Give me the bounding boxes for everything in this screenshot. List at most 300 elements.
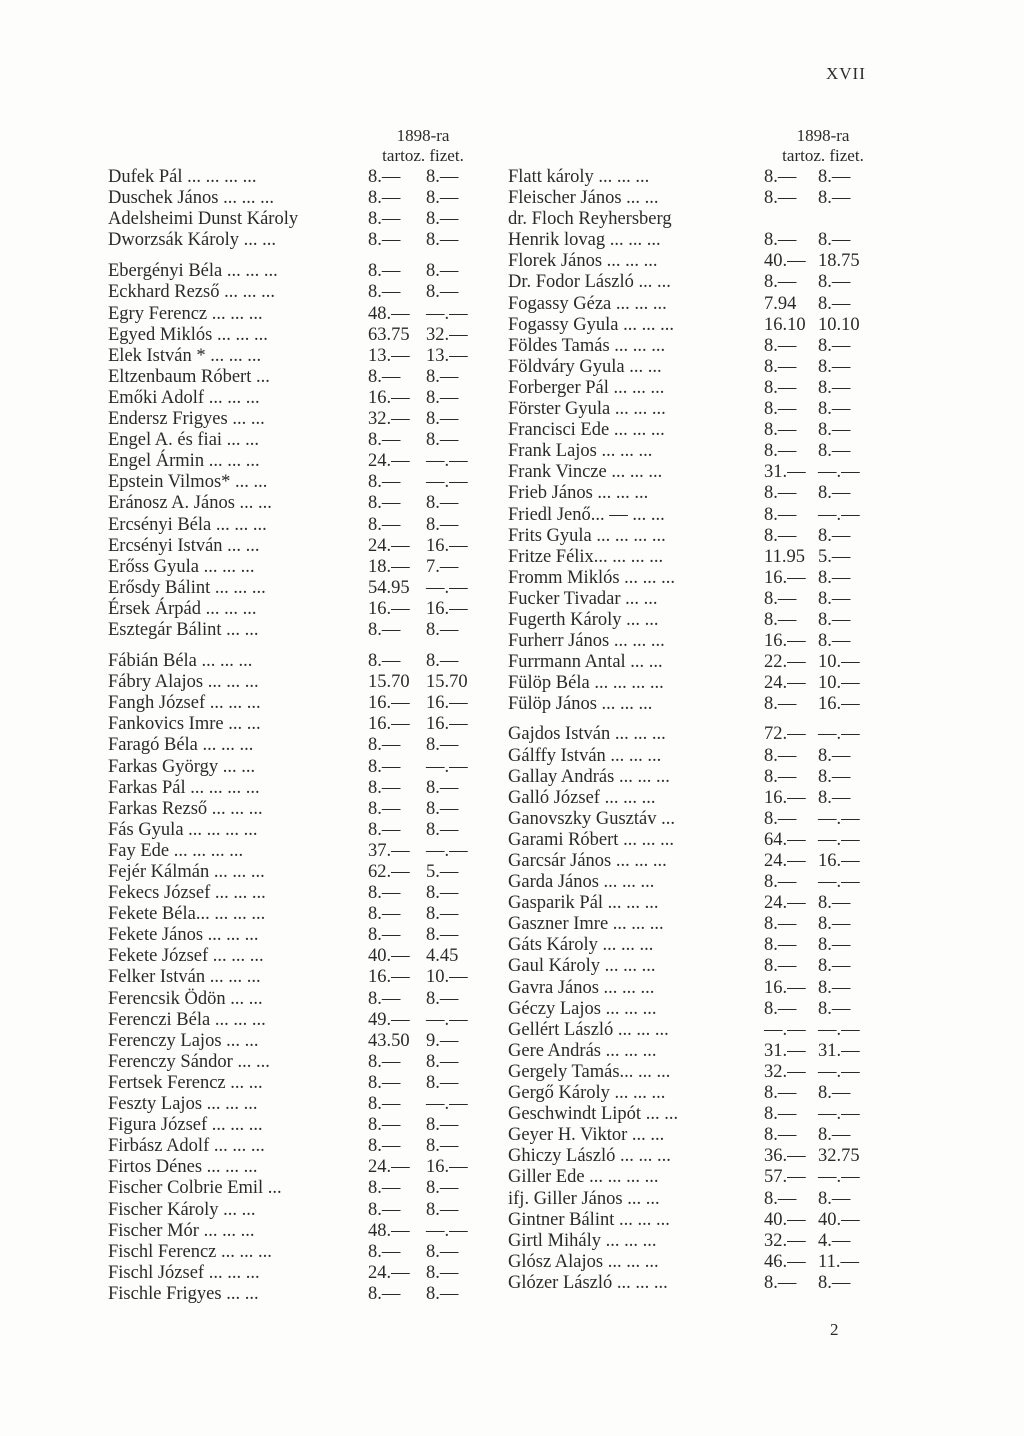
list-item (108, 862, 480, 883)
amount-due: 36.— (764, 1146, 806, 1167)
amount-due: 16.— (368, 693, 410, 714)
amount-paid: 8.— (818, 631, 851, 652)
list-item (108, 820, 480, 841)
amount-paid: 8.— (818, 977, 851, 998)
amount-due: 8.— (764, 1272, 797, 1293)
member-name: Ganovszky Gusztáv ... (508, 808, 675, 829)
list-item (508, 652, 888, 673)
member-name: Felker István ... ... ... (108, 967, 261, 988)
amount-due: 8.— (368, 514, 401, 535)
amount-paid: 8.— (818, 420, 851, 441)
page-number: XVII (826, 64, 866, 83)
amount-due: 8.— (368, 883, 401, 904)
list-item (508, 526, 888, 547)
amount-due: 8.— (764, 230, 797, 251)
list-item (108, 620, 480, 641)
list-item (508, 441, 888, 462)
member-name: Gere András ... ... ... (508, 1040, 657, 1061)
member-name: Epstein Vilmos* ... ... (108, 472, 268, 493)
amount-due: 8.— (764, 609, 797, 630)
list-item (108, 1136, 480, 1157)
member-name: Gergely Tamás... ... ... (508, 1061, 671, 1082)
amount-due: 37.— (368, 840, 410, 861)
list-item (508, 483, 888, 504)
amount-due: 8.— (764, 525, 797, 546)
section-gap (508, 715, 888, 724)
section-gap (108, 251, 480, 261)
amount-due: 8.— (368, 366, 401, 387)
member-name: Engel A. és fiai ... ... (108, 430, 260, 451)
member-name: Földváry Gyula ... ... (508, 356, 662, 377)
amount-paid: 8.— (818, 188, 851, 209)
amount-paid: 10.— (818, 652, 860, 673)
amount-due: 8.— (764, 272, 797, 293)
list-item (108, 230, 480, 251)
list-item (108, 451, 480, 472)
member-name: Förster Gyula ... ... ... (508, 399, 666, 420)
amount-due: 8.— (368, 1136, 401, 1157)
amount-due: 57.— (764, 1167, 806, 1188)
amount-paid: 8.— (426, 619, 459, 640)
list-item (508, 1273, 888, 1294)
list-item (508, 547, 888, 568)
list-item (508, 251, 888, 272)
amount-due: 24.— (368, 1262, 410, 1283)
amount-paid: 8.— (818, 1272, 851, 1293)
member-name: Figura József ... ... ... (108, 1115, 263, 1136)
amount-paid: 5.— (818, 546, 851, 567)
list-item (108, 346, 480, 367)
member-name: Fangh József ... ... ... (108, 693, 261, 714)
amount-paid: 8.— (426, 1262, 459, 1283)
member-name: Fekete János ... ... ... (108, 925, 259, 946)
member-name: Fogassy Gyula ... ... ... (508, 314, 674, 335)
member-name: Érsek Árpád ... ... ... (108, 598, 257, 619)
amount-paid: 10.10 (818, 314, 860, 335)
amount-due: 8.— (764, 1125, 797, 1146)
amount-due: 8.— (368, 167, 401, 187)
list-item (108, 367, 480, 388)
list-item (508, 336, 888, 357)
amount-due: 8.— (764, 335, 797, 356)
amount-due: 16.— (368, 967, 410, 988)
list-item (508, 767, 888, 788)
list-item (108, 883, 480, 904)
member-name: Fischl József ... ... ... (108, 1262, 260, 1283)
member-name: Fejér Kálmán ... ... ... (108, 862, 265, 882)
member-name: Fischle Frigyes ... ... (108, 1283, 259, 1304)
amount-paid: 8.— (818, 745, 851, 766)
amount-due: 16.— (368, 387, 410, 408)
member-name: Frits Gyula ... ... ... ... (508, 525, 666, 546)
list-item (108, 578, 480, 599)
amount-paid: 8.— (426, 366, 459, 387)
amount-paid: 8.— (426, 1051, 459, 1072)
amount-due: 62.— (368, 862, 410, 882)
list-item (108, 1200, 480, 1221)
amount-paid: —.— (426, 451, 468, 472)
list-item (508, 935, 888, 956)
member-name: Francisci Ede ... ... ... (508, 420, 665, 441)
amount-due: 32.— (368, 409, 410, 430)
amount-paid: 5.— (426, 862, 459, 882)
member-name: Feszty Lajos ... ... ... (108, 1094, 258, 1115)
list-item (508, 872, 888, 893)
member-name: Dr. Fodor László ... ... (508, 272, 671, 293)
amount-paid: —.— (818, 1061, 860, 1082)
member-name: Egyed Miklós ... ... ... (108, 324, 268, 345)
list-item (108, 188, 480, 209)
amount-paid: 7.— (426, 556, 459, 577)
amount-due: 64.— (764, 829, 806, 850)
amount-due: 8.— (368, 619, 401, 640)
amount-due: 24.— (764, 673, 806, 694)
amount-due: 24.— (764, 851, 806, 871)
member-name: Fischer Colbrie Emil ... (108, 1178, 282, 1199)
list-item (508, 809, 888, 830)
left-name-list (108, 167, 480, 1305)
amount-paid: 8.— (426, 1178, 459, 1199)
amount-paid: 8.— (426, 1199, 459, 1220)
list-item (508, 1062, 888, 1083)
member-name: Fekete József ... ... ... (108, 946, 264, 967)
list-item (108, 493, 480, 514)
amount-due: 8.— (368, 1199, 401, 1220)
amount-due: 8.— (368, 925, 401, 946)
list-item (108, 672, 480, 693)
amount-due: 48.— (368, 1220, 410, 1241)
member-name: Ferenczy Lajos ... ... (108, 1030, 259, 1051)
member-name: Fay Ede ... ... ... ... (108, 840, 244, 861)
amount-paid: 8.— (818, 567, 851, 588)
amount-paid: 8.— (818, 483, 851, 504)
list-item (108, 167, 480, 188)
amount-paid: 9.— (426, 1030, 459, 1051)
left-column-header (358, 126, 488, 166)
amount-paid: 16.— (426, 714, 468, 735)
member-name: Furrmann Antal ... ... (508, 652, 663, 673)
amount-due: 16.— (368, 714, 410, 735)
member-name: Gálffy István ... ... ... (508, 745, 662, 766)
amount-paid: 8.— (426, 651, 459, 672)
member-name: Fábry Alajos ... ... ... (108, 672, 259, 693)
list-item (508, 1125, 888, 1146)
member-name: Fritze Félix... ... ... ... (508, 546, 664, 567)
amount-due: 40.— (764, 1209, 806, 1230)
section-gap (108, 641, 480, 651)
amount-due: 8.— (764, 399, 797, 420)
member-name: Dufek Pál ... ... ... ... (108, 167, 257, 187)
amount-due: 8.— (368, 472, 401, 493)
member-name: Eltzenbaum Róbert ... (108, 366, 270, 387)
amount-due: 16.— (764, 631, 806, 652)
member-name: Ebergényi Béla ... ... ... (108, 261, 278, 282)
amount-due: 11.95 (764, 546, 805, 567)
list-item (508, 788, 888, 809)
member-name: Faragó Béla ... ... ... (108, 735, 254, 756)
amount-due: 8.— (368, 1094, 401, 1115)
amount-paid: —.— (818, 829, 860, 850)
amount-due: 8.— (764, 694, 797, 715)
amount-due: 43.50 (368, 1030, 410, 1051)
list-item (108, 472, 480, 493)
amount-paid: 8.— (426, 493, 459, 514)
list-item (508, 378, 888, 399)
member-name: Gergő Károly ... ... ... (508, 1083, 666, 1104)
list-item (108, 1073, 480, 1094)
amount-paid: 8.— (426, 1283, 459, 1304)
list-item (508, 462, 888, 483)
list-item (108, 714, 480, 735)
list-item (108, 304, 480, 325)
member-name: Firtos Dénes ... ... ... (108, 1157, 258, 1178)
amount-paid: 4.45 (426, 946, 459, 967)
list-item (508, 1020, 888, 1041)
list-item (108, 904, 480, 925)
amount-paid: 8.— (426, 188, 459, 209)
left-header-year: 1898-ra (396, 126, 450, 145)
amount-due: 22.— (764, 652, 806, 673)
amount-paid: 16.— (426, 693, 468, 714)
member-name: Fülöp Béla ... ... ... ... (508, 673, 664, 694)
list-item (508, 999, 888, 1020)
member-name: Gáts Károly ... ... ... (508, 935, 654, 956)
amount-due: 40.— (764, 251, 806, 272)
member-name: Esztegár Bálint ... ... (108, 619, 259, 640)
list-item (508, 420, 888, 441)
amount-due: 24.— (368, 451, 410, 472)
amount-paid: 8.— (426, 819, 459, 840)
amount-due: 16.— (764, 977, 806, 998)
amount-paid: —.— (426, 756, 468, 777)
amount-paid: —.— (426, 1009, 468, 1030)
right-column-header (758, 126, 888, 166)
amount-due: 8.— (764, 1083, 797, 1104)
amount-paid: 8.— (426, 904, 459, 925)
list-item (508, 230, 888, 251)
amount-due: 8.— (764, 1104, 797, 1125)
amount-due: 8.— (368, 209, 401, 230)
amount-due: 32.— (764, 1061, 806, 1082)
list-item (108, 989, 480, 1010)
amount-paid: 8.— (818, 956, 851, 977)
member-name: Galló József ... ... ... (508, 787, 656, 808)
member-name: Gaszner Imre ... ... ... (508, 914, 664, 935)
amount-due: 31.— (764, 462, 806, 483)
list-item (508, 1146, 888, 1167)
amount-due: 7.94 (764, 293, 797, 314)
amount-due: 8.— (368, 1178, 401, 1199)
amount-paid: 8.— (818, 766, 851, 787)
amount-due: 18.— (368, 556, 410, 577)
member-name: Ferencsik Ödön ... ... (108, 988, 263, 1009)
amount-paid: —.— (818, 462, 860, 483)
member-name: Giller Ede ... ... ... ... (508, 1167, 659, 1188)
amount-due: 16.10 (764, 314, 806, 335)
amount-due: 8.— (764, 356, 797, 377)
amount-due: 8.— (764, 808, 797, 829)
amount-paid: 8.— (426, 230, 459, 251)
amount-due: 8.— (764, 504, 797, 525)
member-name: Flatt károly ... ... ... (508, 167, 650, 187)
list-item (508, 851, 888, 872)
member-name: Geyer H. Viktor ... ... (508, 1125, 665, 1146)
member-name: Fischer Károly ... ... (108, 1199, 256, 1220)
amount-paid: 15.70 (426, 672, 468, 693)
member-name: Geschwindt Lipót ... ... (508, 1104, 679, 1125)
member-name: Ercsényi István ... ... (108, 535, 260, 556)
amount-paid: 8.— (426, 735, 459, 756)
amount-due: 13.— (368, 345, 410, 366)
amount-due: 24.— (368, 535, 410, 556)
member-name: Fás Gyula ... ... ... ... (108, 819, 258, 840)
list-item (508, 746, 888, 767)
amount-paid: 8.— (818, 272, 851, 293)
member-name: Földes Tamás ... ... ... (508, 335, 666, 356)
amount-due: 8.— (764, 420, 797, 441)
amount-due: 8.— (764, 914, 797, 935)
member-name: Fekecs József ... ... ... (108, 883, 266, 904)
amount-due: 8.— (368, 651, 401, 672)
amount-due: 8.— (368, 904, 401, 925)
amount-due: 8.— (368, 493, 401, 514)
list-item (108, 515, 480, 536)
list-item (108, 841, 480, 862)
member-name: Garda János ... ... ... (508, 872, 655, 893)
list-item (508, 399, 888, 420)
amount-due: 8.— (764, 766, 797, 787)
amount-due: 8.— (764, 956, 797, 977)
amount-due: 32.— (764, 1230, 806, 1251)
list-item (108, 1263, 480, 1284)
amount-paid: 8.— (818, 167, 851, 187)
amount-paid: 8.— (818, 441, 851, 462)
list-item (508, 830, 888, 851)
list-item (508, 589, 888, 610)
member-name: Garcsár János ... ... ... (508, 851, 667, 871)
list-item (508, 1210, 888, 1231)
list-item (508, 673, 888, 694)
left-header-cols: tartoz. fizet. (382, 146, 464, 165)
member-name: Fromm Miklós ... ... ... (508, 567, 676, 588)
list-item (108, 946, 480, 967)
amount-due: 8.— (764, 377, 797, 398)
member-name: Frieb János ... ... ... (508, 483, 649, 504)
amount-due: 8.— (764, 998, 797, 1019)
amount-paid: 8.— (818, 525, 851, 546)
member-name: Fertsek Ferencz ... ... (108, 1072, 263, 1093)
amount-paid: 18.75 (818, 251, 860, 272)
member-name: Engel Ármin ... ... ... (108, 451, 260, 472)
list-item (108, 757, 480, 778)
list-item (508, 610, 888, 631)
list-item (108, 599, 480, 620)
member-name: Duschek János ... ... ... (108, 188, 274, 209)
amount-paid: 8.— (818, 588, 851, 609)
amount-paid: 8.— (818, 293, 851, 314)
list-item (508, 631, 888, 652)
list-item (108, 1031, 480, 1052)
list-item (108, 693, 480, 714)
list-item (508, 1252, 888, 1273)
amount-paid: 8.— (818, 377, 851, 398)
amount-paid: 8.— (818, 230, 851, 251)
member-name: Glósz Alajos ... ... ... (508, 1251, 659, 1272)
amount-due: 8.— (368, 1283, 401, 1304)
amount-due: 24.— (368, 1157, 410, 1178)
amount-paid: —.— (426, 1094, 468, 1115)
amount-due: 8.— (368, 261, 401, 282)
member-name: Fábián Béla ... ... ... (108, 651, 253, 672)
member-name: Forberger Pál ... ... ... (508, 377, 665, 398)
list-item (508, 724, 888, 745)
amount-due: 8.— (368, 798, 401, 819)
list-item (108, 1094, 480, 1115)
amount-paid: 8.— (426, 1241, 459, 1262)
right-header-year: 1898-ra (796, 126, 850, 145)
right-header-cols: tartoz. fizet. (782, 146, 864, 165)
amount-paid: 10.— (818, 673, 860, 694)
list-item (108, 325, 480, 346)
member-name: Eránosz A. János ... ... (108, 493, 272, 514)
member-name: Glózer László ... ... ... (508, 1272, 668, 1293)
amount-due: 8.— (368, 282, 401, 303)
amount-due: 72.— (764, 724, 806, 745)
amount-due: 16.— (764, 567, 806, 588)
list-item (508, 956, 888, 977)
amount-due: 8.— (368, 735, 401, 756)
amount-due: 8.— (368, 188, 401, 209)
amount-paid: 16.— (426, 1157, 468, 1178)
list-item (108, 735, 480, 756)
amount-paid: 8.— (818, 893, 851, 914)
amount-paid: 16.— (426, 598, 468, 619)
member-name: Gintner Bálint ... ... ... (508, 1209, 670, 1230)
member-name: Adelsheimi Dunst Károly (108, 209, 299, 230)
list-item (508, 914, 888, 935)
member-name: Ercsényi Béla ... ... ... (108, 514, 267, 535)
amount-paid: —.— (426, 472, 468, 493)
amount-due: 49.— (368, 1009, 410, 1030)
amount-due: 8.— (764, 188, 797, 209)
amount-paid: 8.— (818, 609, 851, 630)
list-item (508, 568, 888, 589)
member-name: Fekete Béla... ... ... ... (108, 904, 266, 925)
list-item (508, 1104, 888, 1125)
list-item (108, 799, 480, 820)
list-item (508, 1231, 888, 1252)
list-item (108, 1115, 480, 1136)
list-item (108, 1157, 480, 1178)
amount-paid: 8.— (426, 1115, 459, 1136)
list-item (108, 1242, 480, 1263)
amount-paid: 8.— (818, 935, 851, 956)
amount-paid: 8.— (818, 356, 851, 377)
member-name: Fugerth Károly ... ... (508, 609, 659, 630)
amount-due: 8.— (368, 230, 401, 251)
list-item (108, 1178, 480, 1199)
member-name: Firbász Adolf ... ... ... (108, 1136, 265, 1157)
list-item (508, 315, 888, 336)
amount-paid: 8.— (426, 798, 459, 819)
member-name: Frank Lajos ... ... ... (508, 441, 653, 462)
list-item (108, 1221, 480, 1242)
amount-paid: 8.— (426, 925, 459, 946)
amount-due: 63.75 (368, 324, 410, 345)
member-name: Gavra János ... ... ... (508, 977, 655, 998)
member-name: Garami Róbert ... ... ... (508, 829, 674, 850)
member-name: Eckhard Rezső ... ... ... (108, 282, 275, 303)
